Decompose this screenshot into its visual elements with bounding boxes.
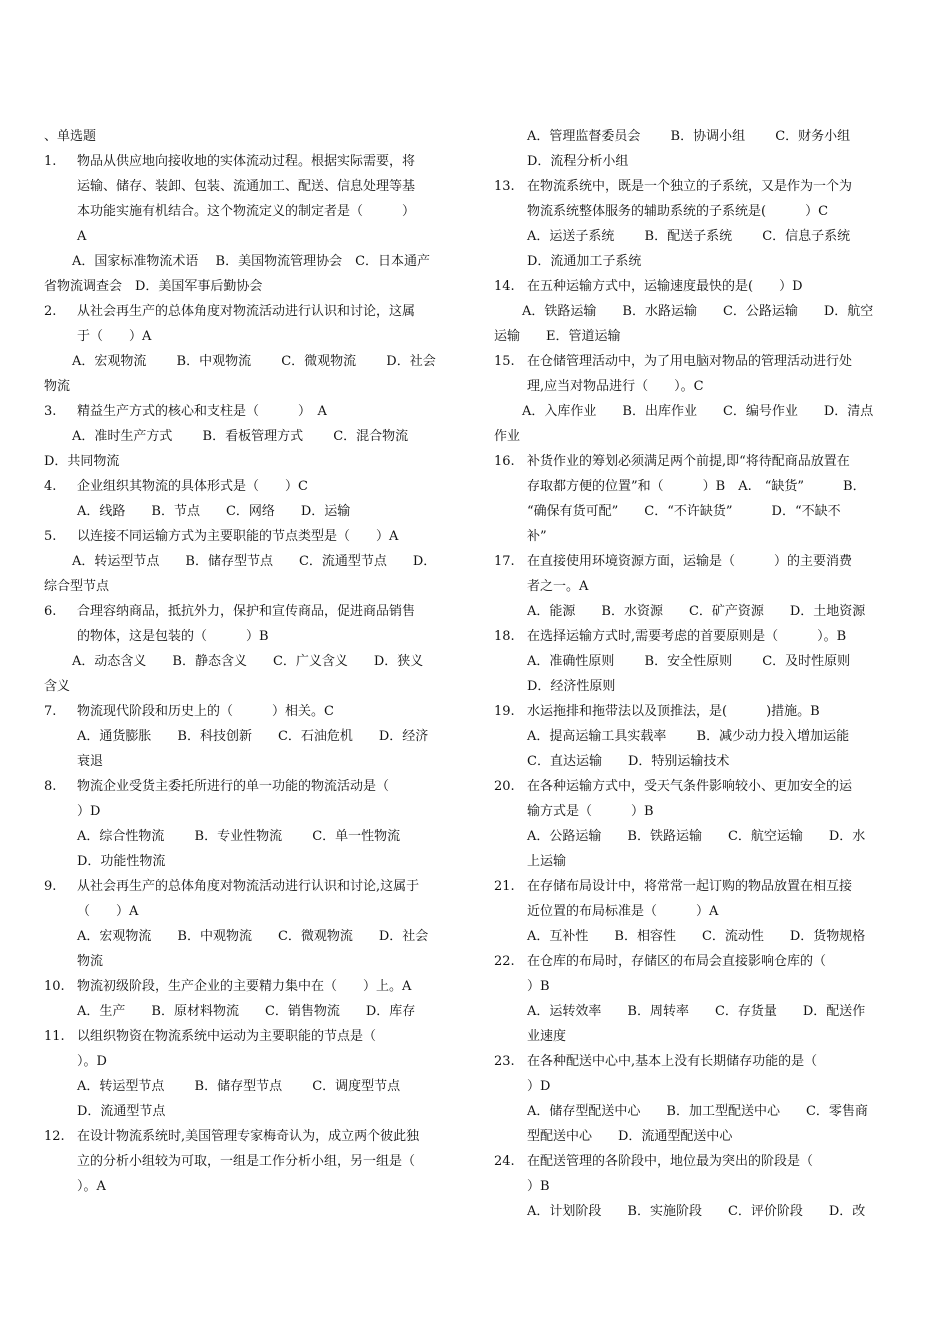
question-stem: 在各种配送中心中,基本上没有长期储存功能的是（ ）D <box>527 1054 818 1094</box>
question-item <box>44 699 468 774</box>
question-options: A．通货膨胀 B．科技创新 C．石油危机 D．经济 衰退 <box>77 729 429 769</box>
section-heading: 、单选题 <box>44 129 97 144</box>
question-stem-row <box>44 1124 468 1199</box>
question-stem: 在五种运输方式中，运输速度最快的是( ）D <box>527 279 803 294</box>
question-stem: 以连接不同运输方式为主要职能的节点类型是（ ）A <box>77 529 399 544</box>
question-stem-row <box>494 174 904 224</box>
question-stem: 水运拖排和拖带法以及顶推法，是( )措施。B <box>527 704 820 719</box>
question-stem: 物流初级阶段，生产企业的主要精力集中在（ ）上。A <box>77 979 412 994</box>
question-options: A．运送子系统 B．配送子系统 C．信息子系统 D．流通加工子系统 <box>527 229 851 269</box>
question-stem: 在物流系统中，既是一个独立的子系统，又是作为一个为 物流系统整体服务的辅助系统的子系统是( ）C <box>527 179 853 219</box>
question-stem: 补货作业的筹划必须满足两个前提,即“将待配商品放置在 存取都方便的位置”和（ ）B A. “缺货” B． “确保有货可配” C．“不许缺货” D．“不缺不 补” <box>527 454 866 544</box>
question-item <box>494 1149 904 1224</box>
question-stem: 在存储布局设计中，将常常一起订购的物品放置在相互接 近位置的布局标准是（ ）A <box>527 879 853 919</box>
question-item <box>44 399 468 474</box>
question-number: 6. <box>44 604 57 619</box>
question-number: 11. <box>44 1029 65 1044</box>
question-options: A．生产 B．原材料物流 C．销售物流 D．库存 <box>77 1004 416 1019</box>
question-stem: 在仓储管理活动中，为了用电脑对物品的管理活动进行处 理,应当对物品进行（ ）。C <box>527 354 853 394</box>
question-item <box>494 1049 904 1149</box>
question-stem: 精益生产方式的核心和支柱是（ ） A <box>77 404 327 419</box>
question-item <box>494 349 904 449</box>
question-options: A．能源 B．水资源 C．矿产资源 D．土地资源 <box>527 604 866 619</box>
question-stem-row <box>44 1024 468 1074</box>
question-options: A．入库作业 B．出库作业 C．编号作业 D．清点 作业 <box>494 404 874 444</box>
question-item <box>44 974 468 1024</box>
right-column <box>494 124 904 1224</box>
question-number: 17. <box>494 554 515 569</box>
question-number: 23. <box>494 1054 515 1069</box>
question-stem-row <box>494 1149 904 1199</box>
question-item <box>44 1124 468 1199</box>
question-stem-row <box>494 699 904 724</box>
question-options: A．铁路运输 B．水路运输 C．公路运输 D．航空 运输 E．管道运输 <box>494 304 874 344</box>
question-stem: 从社会再生产的总体角度对物流活动进行认识和讨论，这属 于（ ）A <box>77 304 416 344</box>
question-item <box>44 149 468 299</box>
question-number: 21. <box>494 879 515 894</box>
question-number: 8. <box>44 779 57 794</box>
question-number: 2. <box>44 304 57 319</box>
question-options: A．计划阶段 B．实施阶段 C．评价阶段 D．改 <box>527 1204 866 1219</box>
question-stem-row <box>44 599 468 649</box>
question-item <box>494 949 904 1049</box>
question-item <box>494 449 904 549</box>
question-number: 18. <box>494 629 515 644</box>
question-stem-row <box>494 274 904 299</box>
question-item <box>44 524 468 599</box>
question-options: A．转运型节点 B．储存型节点 C．流通型节点 D． 综合型节点 <box>44 554 437 594</box>
question-stem-row <box>44 699 468 724</box>
left-column <box>44 124 468 1199</box>
question-stem-row <box>44 399 468 424</box>
question-item <box>44 774 468 874</box>
question-stem-row <box>44 524 468 549</box>
question-stem-row <box>44 149 468 249</box>
question-item <box>44 474 468 524</box>
question-item <box>44 299 468 399</box>
question-options: A．综合性物流 B．专业性物流 C．单一性物流 D．功能性物流 <box>77 829 401 869</box>
question-options: A．运转效率 B．周转率 C．存货量 D．配送作 业速度 <box>527 1004 866 1044</box>
question-stem-row <box>494 874 904 924</box>
question-stem: 以组织物资在物流系统中运动为主要职能的节点是（ ）。D <box>77 1029 377 1069</box>
question-stem-row <box>494 774 904 824</box>
question-stem-row <box>494 1049 904 1099</box>
question-number: 9. <box>44 879 57 894</box>
left-question-list <box>44 149 468 1199</box>
right-question-list <box>494 174 904 1224</box>
question-options: A．宏观物流 B．中观物流 C．微观物流 D．社会 物流 <box>77 929 429 969</box>
question-options: A．宏观物流 B．中观物流 C．微观物流 D．社会 物流 <box>44 354 436 394</box>
question-stem: 在设计物流系统时,美国管理专家梅奇认为，成立两个彼此独 立的分析小组较为可取，一组是工作分析小组，另一组是（ ）。A <box>77 1129 420 1194</box>
question-number: 15. <box>494 354 515 369</box>
question-stem: 在配送管理的各阶段中，地位最为突出的阶段是（ ）B <box>527 1154 814 1194</box>
question-stem-row <box>494 449 904 549</box>
question-stem-row <box>494 624 904 649</box>
question-number: 20. <box>494 779 515 794</box>
question-options: A．储存型配送中心 B．加工型配送中心 C．零售商 型配送中心 D．流通型配送中心 <box>527 1104 868 1144</box>
question-number: 7. <box>44 704 57 719</box>
question-stem: 在仓库的布局时，存储区的布局会直接影响仓库的（ ）B <box>527 954 827 994</box>
question-item <box>44 1024 468 1124</box>
question-number: 13. <box>494 179 515 194</box>
question-stem: 在各种运输方式中，受天气条件影响较小、更加安全的运 输方式是（ ）B <box>527 779 853 819</box>
question-item <box>494 624 904 699</box>
question-number: 14. <box>494 279 515 294</box>
question-stem: 在选择运输方式时,需要考虑的首要原则是（ ）。B <box>527 629 847 644</box>
question-options: A．动态含义 B．静态含义 C．广义含义 D．狭义 含义 <box>44 654 424 694</box>
question-stem-row <box>44 874 468 924</box>
question-number: 19. <box>494 704 515 719</box>
question-stem-row <box>494 349 904 399</box>
question-number: 16. <box>494 454 515 469</box>
question-options: A．互补性 B．相容性 C．流动性 D．货物规格 <box>527 929 866 944</box>
question-options: A．线路 B．节点 C．网络 D．运输 <box>77 504 351 519</box>
question-stem-row <box>44 774 468 824</box>
question-options: A．准确性原则 B．安全性原则 C．及时性原则 D．经济性原则 <box>527 654 851 694</box>
question-item <box>494 699 904 774</box>
question-stem: 从社会再生产的总体角度对物流活动进行认识和讨论,这属于 （ ）A <box>77 879 420 919</box>
question-stem-row <box>44 474 468 499</box>
question-number: 12. <box>44 1129 65 1144</box>
question-item <box>494 174 904 274</box>
question-options: A．转运型节点 B．储存型节点 C．调度型节点 D．流通型节点 <box>77 1079 401 1119</box>
question-options: A．准时生产方式 B．看板管理方式 C．混合物流 D．共同物流 <box>44 429 409 469</box>
question-options: A．国家标准物流术语 B．美国物流管理协会 C．日本通产 省物流调查会 D．美国军事后勤协会 <box>44 254 431 294</box>
question-stem: 企业组织其物流的具体形式是（ ）C <box>77 479 308 494</box>
question-stem: 合理容纳商品，抵抗外力，保护和宣传商品，促进商品销售 的物体，这是包装的（ ）B <box>77 604 416 644</box>
question-number: 22. <box>494 954 515 969</box>
question-options: A．公路运输 B．铁路运输 C．航空运输 D．水 上运输 <box>527 829 866 869</box>
question-stem: 物品从供应地向接收地的实体流动过程。根据实际需要，将 运输、储存、装卸、包装、流通加工、配送、信息处理等基 本功能实施有机结合。这个物流定义的制定者是（ ） A <box>77 154 416 244</box>
question-item <box>494 549 904 624</box>
question-number: 5. <box>44 529 57 544</box>
question-stem: 物流企业受货主委托所进行的单一功能的物流活动是（ ）D <box>77 779 390 819</box>
question-stem-row <box>44 299 468 349</box>
question-item <box>44 874 468 974</box>
question-number: 3. <box>44 404 57 419</box>
question-item <box>494 774 904 874</box>
question-stem-row <box>494 949 904 999</box>
question-12-options: A．管理监督委员会 B．协调小组 C．财务小组 D．流程分析小组 <box>527 129 851 169</box>
question-item <box>494 874 904 949</box>
question-stem: 物流现代阶段和历史上的（ ）相关。C <box>77 704 334 719</box>
question-stem-row <box>494 549 904 599</box>
question-stem-row <box>44 974 468 999</box>
question-item <box>44 599 468 699</box>
question-stem: 在直接使用环境资源方面，运输是（ ）的主要消费 者之一。A <box>527 554 853 594</box>
question-number: 4. <box>44 479 57 494</box>
question-item <box>494 274 904 349</box>
question-number: 1. <box>44 154 57 169</box>
question-options: A．提高运输工具实载率 B．减少动力投入增加运能 C．直达运输 D．特别运输技术 <box>527 729 850 769</box>
question-number: 24. <box>494 1154 515 1169</box>
question-number: 10. <box>44 979 65 994</box>
